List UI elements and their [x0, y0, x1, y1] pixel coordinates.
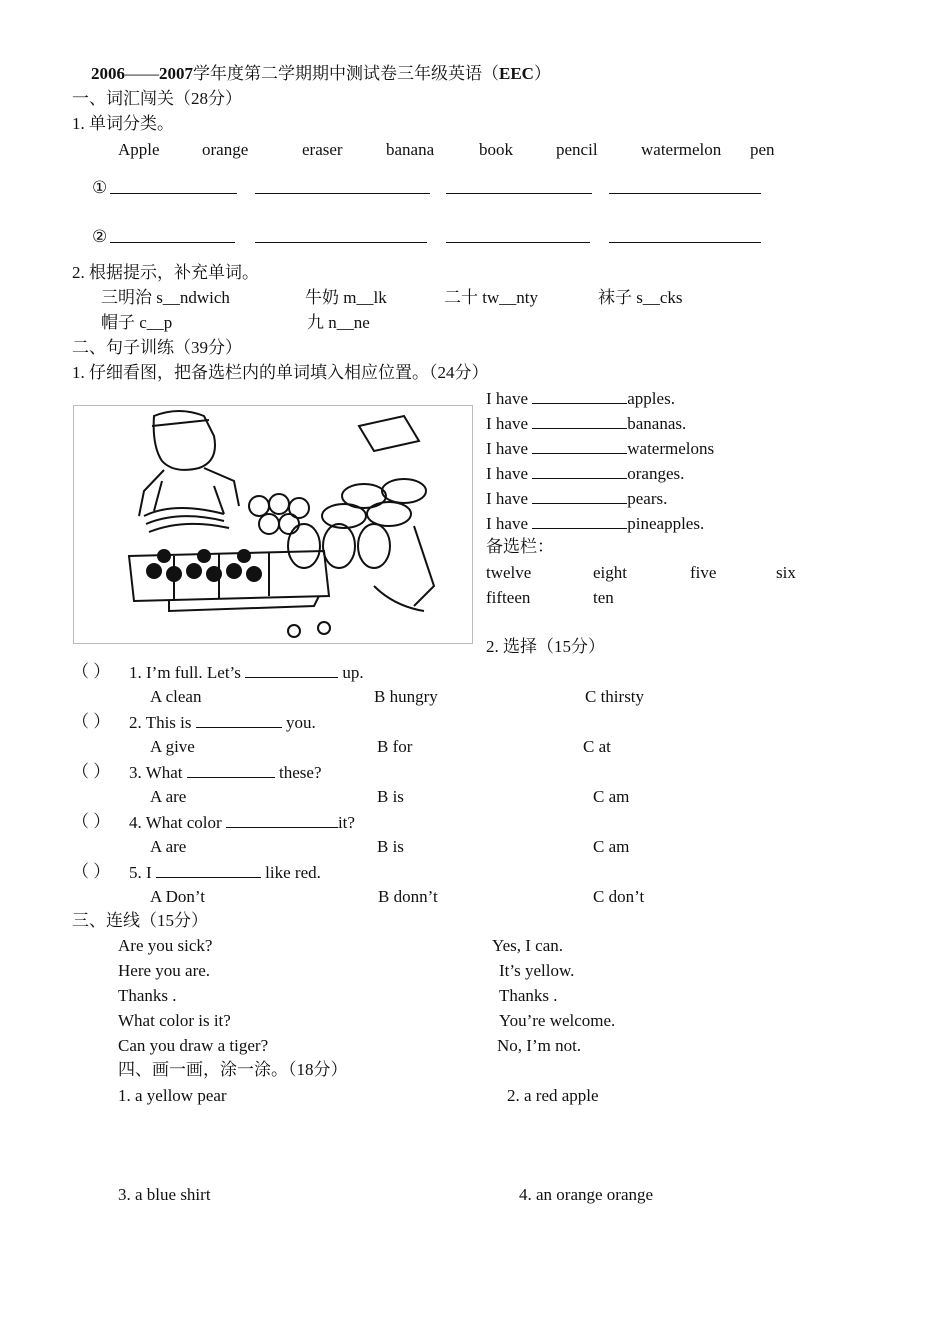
count-blank[interactable]	[532, 513, 627, 529]
word-item: orange	[202, 140, 249, 159]
answer-paren[interactable]: （ ）	[72, 862, 111, 881]
mc-option-c[interactable]: C am	[593, 787, 630, 806]
spelling-item: 二十 tw__nty	[444, 288, 538, 307]
draw-item: 4. an orange orange	[519, 1185, 654, 1204]
draw-item: 1. a yellow pear	[118, 1086, 227, 1105]
option-word: fifteen	[486, 588, 531, 607]
sentence-post: watermelons	[627, 439, 715, 458]
count-blank[interactable]	[532, 388, 627, 404]
word-item: book	[479, 140, 513, 159]
category-blank[interactable]	[110, 193, 237, 194]
option-word: six	[776, 563, 796, 582]
sentence-post: pineapples.	[627, 514, 705, 533]
mc-option-b[interactable]: B donn’t	[378, 887, 438, 906]
spelling-item: 三明治 s__ndwich	[101, 288, 230, 307]
mc-blank[interactable]	[156, 862, 261, 878]
mc-blank[interactable]	[245, 662, 338, 678]
match-right-item[interactable]: Thanks .	[499, 986, 558, 1005]
category-blank[interactable]	[255, 193, 430, 194]
stem-text: you.	[281, 713, 316, 732]
stem-text: these?	[274, 763, 322, 782]
word-item: Apple	[118, 140, 160, 159]
s1-q1-label: 1. 单词分类。	[72, 114, 174, 133]
option-word: ten	[593, 588, 614, 607]
sentence-post: apples.	[627, 389, 675, 408]
mc-question-stem	[129, 812, 355, 833]
word-item: pencil	[556, 140, 598, 159]
sentence-post: oranges.	[627, 464, 685, 483]
mc-blank[interactable]	[226, 812, 338, 828]
count-blank[interactable]	[532, 438, 627, 454]
s2-q1-label: 1. 仔细看图，把备选栏内的单词填入相应位置。（24分）	[72, 363, 489, 382]
sentence-post: bananas.	[627, 414, 687, 433]
word-item: banana	[386, 140, 435, 159]
section4-heading: 四、画一画，涂一涂。（18分）	[118, 1060, 348, 1079]
count-blank[interactable]	[532, 463, 627, 479]
match-right-item[interactable]: No, I’m not.	[497, 1036, 582, 1055]
count-sentence	[486, 438, 714, 459]
mc-option-b[interactable]: B hungry	[374, 687, 438, 706]
category-blank[interactable]	[446, 242, 590, 243]
section1-heading: 一、词汇闯关（28分）	[72, 89, 242, 108]
count-sentence	[486, 463, 684, 484]
category-blank[interactable]	[255, 242, 427, 243]
mc-option-a[interactable]: A Don’t	[150, 887, 205, 906]
title-close: ）	[533, 64, 551, 83]
count-blank[interactable]	[532, 488, 627, 504]
match-right-item[interactable]: It’s yellow.	[499, 961, 575, 980]
mc-option-c[interactable]: C don’t	[593, 887, 645, 906]
mc-question-stem	[129, 712, 316, 733]
fruit-stall-illustration	[73, 405, 473, 644]
title-eec: EEC	[499, 64, 534, 83]
count-blank[interactable]	[532, 413, 627, 429]
count-sentence	[486, 413, 686, 434]
sentence-pre: I have	[486, 489, 533, 508]
match-left-item[interactable]: Thanks .	[118, 986, 177, 1005]
mc-option-b[interactable]: B is	[377, 787, 404, 806]
sentence-post: pears.	[627, 489, 668, 508]
mc-option-a[interactable]: A give	[150, 737, 195, 756]
mc-option-a[interactable]: A clean	[150, 687, 202, 706]
count-sentence	[486, 488, 667, 509]
match-right-item[interactable]: You’re welcome.	[499, 1011, 616, 1030]
match-left-item[interactable]: What color is it?	[118, 1011, 231, 1030]
fruit-stall-drawing	[74, 406, 472, 643]
draw-item: 3. a blue shirt	[118, 1185, 211, 1204]
answer-paren[interactable]: （ ）	[72, 812, 111, 831]
sentence-pre: I have	[486, 514, 533, 533]
title-year-start: 2006	[91, 64, 125, 83]
section3-heading: 三、连线（15分）	[72, 911, 208, 930]
mc-blank[interactable]	[187, 762, 275, 778]
title-text: 学年度第二学期期中测试卷三年级英语（	[193, 64, 499, 83]
title-year-end: 2007	[159, 64, 193, 83]
options-label: 备选栏：	[486, 537, 554, 556]
stem-text: 4. What color	[129, 813, 226, 832]
category-blank[interactable]	[609, 242, 761, 243]
match-left-item[interactable]: Can you draw a tiger?	[118, 1036, 269, 1055]
match-right-item[interactable]: Yes, I can.	[492, 936, 563, 955]
stem-text: like red.	[260, 863, 321, 882]
s1-q2-label: 2. 根据提示，补充单词。	[72, 263, 259, 282]
sentence-pre: I have	[486, 414, 533, 433]
count-sentence	[486, 513, 704, 534]
answer-paren[interactable]: （ ）	[72, 712, 111, 731]
s2-q2-label: 2. 选择（15分）	[486, 637, 605, 656]
spelling-item: 九 n__ne	[307, 313, 370, 332]
sentence-pre: I have	[486, 439, 533, 458]
stem-text: it?	[337, 813, 355, 832]
sentence-pre: I have	[486, 389, 533, 408]
count-sentence	[486, 388, 675, 409]
mc-option-c[interactable]: C at	[583, 737, 611, 756]
mc-question-stem	[129, 862, 321, 883]
draw-item: 2. a red apple	[507, 1086, 599, 1105]
row-marker-1: ①	[92, 178, 108, 197]
answer-paren[interactable]: （ ）	[72, 762, 111, 781]
mc-option-c[interactable]: C thirsty	[585, 687, 645, 706]
mc-question-stem	[129, 762, 322, 783]
spelling-item: 牛奶 m__lk	[305, 288, 387, 307]
mc-blank[interactable]	[196, 712, 282, 728]
row-marker-2: ②	[92, 227, 108, 246]
stem-text: 5. I	[129, 863, 156, 882]
mc-question-stem	[129, 662, 364, 683]
spelling-item: 帽子 c__p	[101, 313, 173, 332]
word-item: watermelon	[641, 140, 722, 159]
category-blank[interactable]	[446, 193, 592, 194]
option-word: five	[690, 563, 717, 582]
stem-text: 3. What	[129, 763, 187, 782]
page-title	[91, 64, 551, 84]
option-word: twelve	[486, 563, 532, 582]
option-word: eight	[593, 563, 627, 582]
stem-text: 2. This is	[129, 713, 196, 732]
mc-option-b[interactable]: B is	[377, 837, 404, 856]
mc-option-b[interactable]: B for	[377, 737, 413, 756]
stem-text: up.	[338, 663, 364, 682]
word-item: pen	[750, 140, 775, 159]
mc-option-a[interactable]: A are	[150, 787, 187, 806]
mc-option-c[interactable]: C am	[593, 837, 630, 856]
word-item: eraser	[302, 140, 343, 159]
category-blank[interactable]	[110, 242, 235, 243]
stem-text: 1. I’m full. Let’s	[129, 663, 246, 682]
match-left-item[interactable]: Here you are.	[118, 961, 211, 980]
answer-paren[interactable]: （ ）	[72, 662, 111, 681]
mc-option-a[interactable]: A are	[150, 837, 187, 856]
spelling-item: 袜子 s__cks	[598, 288, 683, 307]
match-left-item[interactable]: Are you sick?	[118, 936, 213, 955]
title-dash: ——	[125, 64, 159, 83]
sentence-pre: I have	[486, 464, 533, 483]
category-blank[interactable]	[609, 193, 761, 194]
section2-heading: 二、句子训练（39分）	[72, 338, 242, 357]
